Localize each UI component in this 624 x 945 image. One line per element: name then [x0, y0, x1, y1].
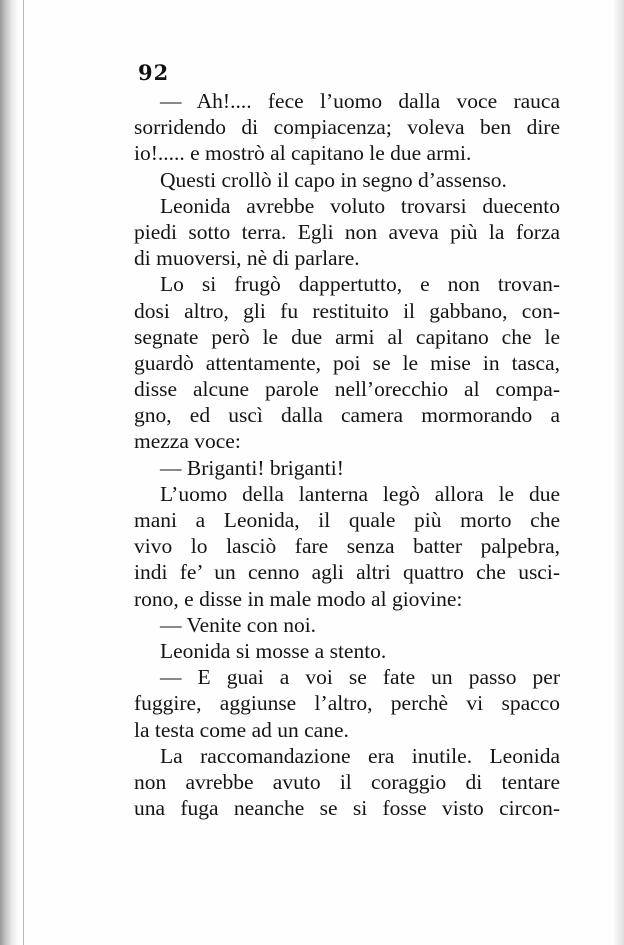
- book-spine-shadow: [0, 0, 18, 945]
- text-line: mani a Leonida, il quale più morto che: [134, 508, 560, 532]
- text-line: rono, e disse in male modo al giovine:: [134, 586, 463, 611]
- page-number: 92: [138, 60, 170, 85]
- text-line: gno, ed uscì dalla camera mormorando a: [134, 403, 560, 428]
- text-line: fuggire, aggiunse l’altro, perchè vi spacco: [134, 691, 560, 716]
- body-text: [134, 88, 560, 821]
- text-line: Leonida avrebbe voluto trovarsi duecento: [160, 193, 560, 218]
- text-line: mezza voce:: [134, 429, 241, 454]
- page-edge: [614, 0, 624, 945]
- text-line: di muoversi, nè di parlare.: [134, 246, 360, 271]
- gutter-line: [23, 0, 24, 945]
- text-line: io!..... e mostrò al capitano le due armi.: [134, 141, 472, 166]
- text-line: Leonida si mosse a stento.: [160, 638, 387, 663]
- text-line: — Briganti! briganti!: [160, 455, 344, 480]
- text-line: L’uomo della lanterna legò allora le due: [160, 481, 560, 506]
- text-line: La raccomandazione era inutile. Leonida: [160, 743, 560, 768]
- text-line: una fuga neanche se si fosse visto circon-: [134, 796, 560, 821]
- text-line: Questi crollò il capo in segno d’assenso.: [160, 167, 507, 192]
- text-line: dosi altro, gli fu restituito il gabbano, con-: [134, 298, 560, 323]
- text-line: — Venite con noi.: [160, 612, 317, 637]
- text-line: la testa come ad un cane.: [134, 717, 349, 742]
- text-line: non avrebbe avuto il coraggio di tentare: [134, 769, 560, 794]
- text-line: indi fe’ un cenno agli altri quattro che usci-: [134, 560, 560, 585]
- text-line: — E guai a voi se fate un passo per: [160, 665, 560, 690]
- text-line: sorridendo di compiacenza; voleva ben dire: [134, 115, 560, 140]
- text-line: — Ah!.... fece l’uomo dalla voce rauca: [160, 89, 560, 113]
- text-line: piedi sotto terra. Egli non aveva più la forza: [134, 219, 560, 244]
- text-line: vivo lo lasciò fare senza batter palpebra,: [134, 534, 560, 559]
- text-line: guardò attentamente, poi se le mise in tasca,: [134, 350, 560, 375]
- text-line: segnate però le due armi al capitano che le: [134, 324, 560, 349]
- text-line: disse alcune parole nell’orecchio al compa-: [134, 377, 560, 402]
- text-line: Lo si frugò dappertutto, e non trovan-: [160, 272, 560, 297]
